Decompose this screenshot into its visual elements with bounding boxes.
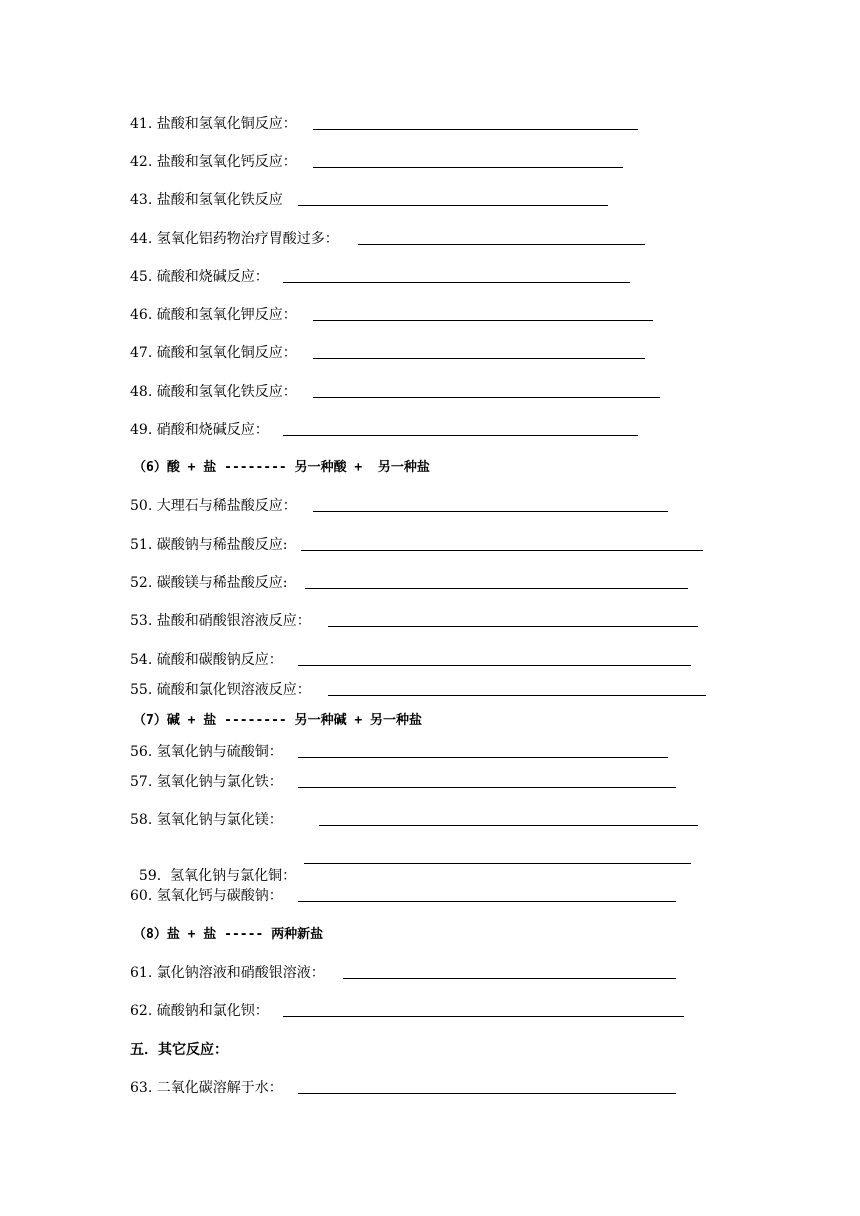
question-56 — [130, 743, 283, 761]
question-number: 56. — [130, 744, 153, 760]
answer-blank-51[interactable] — [301, 550, 703, 551]
question-number: 52. — [130, 575, 153, 591]
answer-blank-44[interactable] — [358, 244, 645, 245]
question-number: 42. — [130, 154, 153, 170]
answer-blank-60[interactable] — [298, 901, 676, 902]
question-text: 硝酸和烧碱反应： — [156, 422, 269, 438]
answer-blank-41[interactable] — [313, 129, 638, 130]
question-62 — [130, 1002, 269, 1020]
question-text: 硫酸钠和氯化钡： — [156, 1003, 269, 1019]
question-44 — [130, 230, 339, 248]
question-45 — [130, 268, 269, 286]
question-48 — [130, 383, 297, 401]
question-63 — [130, 1079, 283, 1097]
answer-blank-63[interactable] — [298, 1093, 676, 1094]
answer-blank-61[interactable] — [343, 978, 676, 979]
question-number: 61. — [130, 965, 153, 981]
question-number: 57. — [130, 774, 153, 790]
question-47 — [130, 344, 297, 362]
question-51 — [130, 536, 287, 554]
question-text: 盐酸和氢氧化铜反应： — [156, 116, 297, 132]
question-text: 氢氧化铝药物治疗胃酸过多： — [156, 231, 339, 247]
question-number: 62. — [130, 1003, 153, 1019]
question-number: 45. — [130, 269, 153, 285]
question-number: 58. — [130, 812, 153, 828]
question-61 — [130, 964, 325, 982]
answer-blank-50[interactable] — [313, 511, 668, 512]
question-number: 63. — [130, 1080, 153, 1096]
answer-blank-49[interactable] — [283, 435, 638, 436]
question-50 — [130, 497, 297, 515]
question-text: 氢氧化钠与氯化铜： — [161, 868, 297, 884]
section-heading-5: 五．其它反应： — [130, 1042, 228, 1058]
question-55 — [130, 681, 311, 699]
question-57 — [130, 773, 283, 791]
question-54 — [130, 651, 283, 669]
answer-blank-56[interactable] — [298, 757, 668, 758]
question-number: 55. — [130, 682, 153, 698]
question-59 — [130, 849, 296, 885]
question-number: 50. — [130, 498, 153, 514]
section-heading-6: （6）酸 + 盐 -------- 另一种酸 + 另一种盐 — [133, 460, 430, 475]
answer-blank-55[interactable] — [328, 695, 706, 696]
answer-blank-58[interactable] — [319, 825, 698, 826]
question-41 — [130, 115, 297, 133]
question-text: 硫酸和氢氧化铁反应： — [156, 384, 297, 400]
question-text: 氢氧化钠与氯化铁： — [156, 774, 283, 790]
answer-blank-42[interactable] — [313, 167, 623, 168]
question-text: 硫酸和氢氧化铜反应： — [156, 345, 297, 361]
question-number: 54. — [130, 652, 153, 668]
answer-blank-43[interactable] — [298, 205, 608, 206]
question-43 — [130, 191, 283, 209]
question-52 — [130, 574, 287, 592]
question-number: 43. — [130, 192, 153, 208]
question-number: 59. — [138, 868, 162, 884]
question-number: 49. — [130, 422, 153, 438]
question-58 — [130, 811, 283, 829]
answer-blank-53[interactable] — [328, 626, 698, 627]
question-60 — [130, 887, 283, 905]
question-text: 盐酸和硝酸银溶液反应： — [156, 613, 311, 629]
answer-blank-57[interactable] — [298, 787, 676, 788]
section-heading-8: （8）盐 + 盐 ----- 两种新盐 — [133, 927, 324, 942]
question-text: 硫酸和氯化钡溶液反应： — [156, 682, 311, 698]
question-number: 48. — [130, 384, 153, 400]
question-text: 硫酸和氢氧化钾反应： — [156, 307, 297, 323]
question-text: 盐酸和氢氧化钙反应： — [156, 154, 297, 170]
answer-blank-59[interactable] — [304, 863, 691, 864]
question-text: 碳酸钠与稀盐酸反应: — [156, 537, 288, 553]
question-number: 53. — [130, 613, 153, 629]
answer-blank-54[interactable] — [298, 665, 691, 666]
question-number: 60. — [130, 888, 153, 904]
answer-blank-52[interactable] — [305, 588, 688, 589]
question-text: 硫酸和烧碱反应： — [156, 269, 269, 285]
question-42 — [130, 153, 297, 171]
answer-blank-62[interactable] — [283, 1016, 684, 1017]
question-text: 二氧化碳溶解于水： — [156, 1080, 283, 1096]
question-text: 碳酸镁与稀盐酸反应: — [156, 575, 288, 591]
question-number: 46. — [130, 307, 153, 323]
question-number: 51. — [130, 537, 153, 553]
question-46 — [130, 306, 297, 324]
question-number: 47. — [130, 345, 153, 361]
answer-blank-47[interactable] — [313, 358, 645, 359]
question-text: 氢氧化钠与氯化镁： — [156, 812, 283, 828]
question-53 — [130, 612, 311, 630]
question-text: 氢氧化钙与碳酸钠： — [156, 888, 283, 904]
question-text: 盐酸和氢氧化铁反应 — [156, 192, 283, 208]
section-heading-7: （7）碱 + 盐 -------- 另一种碱 + 另一种盐 — [133, 713, 423, 728]
answer-blank-48[interactable] — [313, 397, 660, 398]
question-number: 44. — [130, 231, 153, 247]
question-text: 大理石与稀盐酸反应： — [156, 498, 297, 514]
question-number: 41. — [130, 116, 153, 132]
question-text: 氯化钠溶液和硝酸银溶液： — [156, 965, 325, 981]
question-text: 硫酸和碳酸钠反应： — [156, 652, 283, 668]
answer-blank-46[interactable] — [313, 320, 653, 321]
answer-blank-45[interactable] — [283, 282, 630, 283]
question-49 — [130, 421, 269, 439]
question-text: 氢氧化钠与硫酸铜： — [156, 744, 283, 760]
